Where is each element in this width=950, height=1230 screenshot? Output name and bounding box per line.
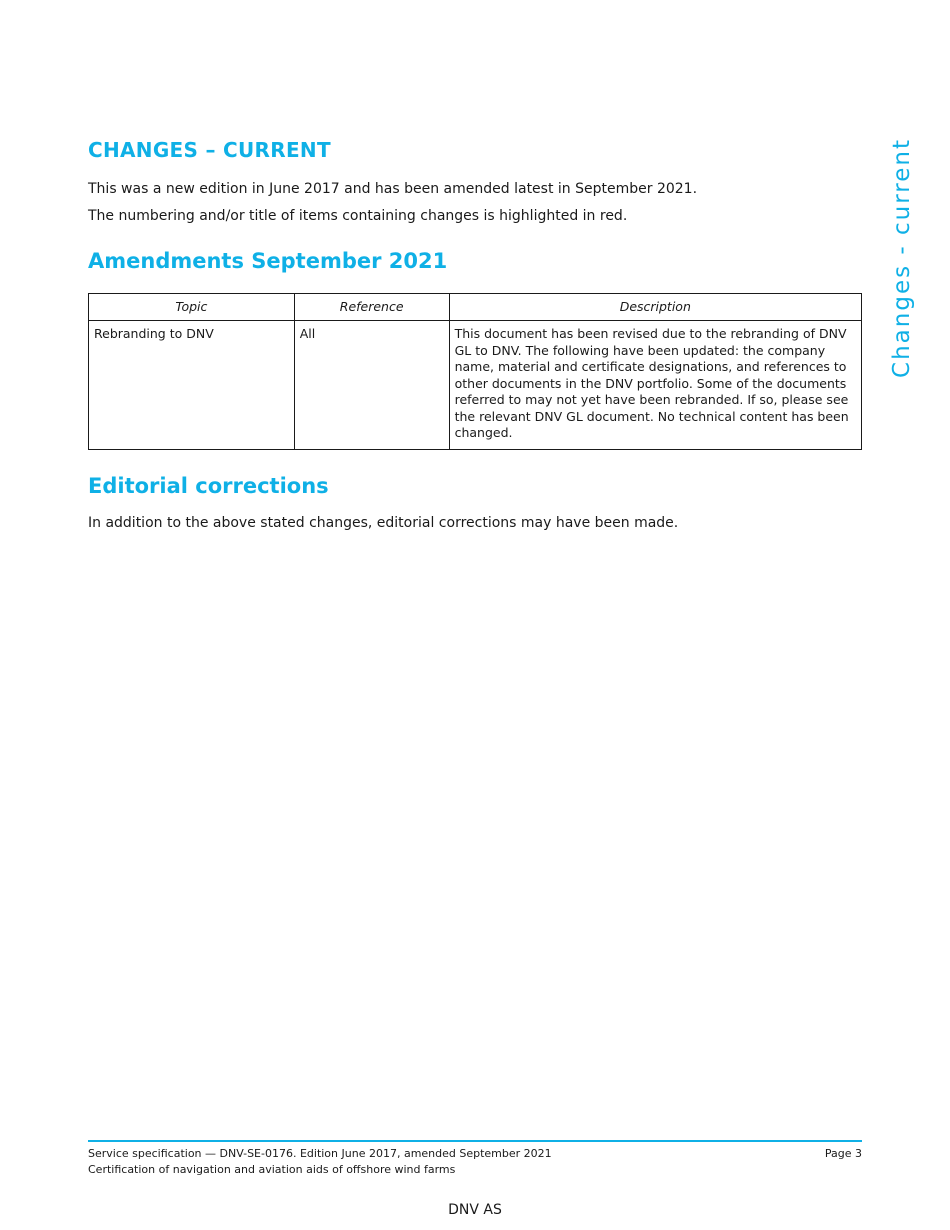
column-header-reference: Reference: [294, 294, 449, 321]
cell-topic: Rebranding to DNV: [89, 321, 295, 450]
intro-edition-text: This was a new edition in June 2017 and has been amended latest in September 2021.: [88, 181, 698, 197]
footer-document-id: Service specification — DNV-SE-0176. Edition June 2017, amended September 2021: [88, 1147, 552, 1160]
side-section-tab: Changes - current: [889, 138, 915, 378]
footer-document-title: Certification of navigation and aviation aids of offshore wind farms: [88, 1163, 456, 1176]
table-header-row: [89, 294, 862, 321]
intro-highlight-text: The numbering and/or title of items containing changes is highlighted in red.: [88, 208, 628, 224]
page-number: Page 3: [824, 1147, 862, 1160]
footer-divider: [88, 1140, 862, 1142]
page-title: CHANGES – CURRENT: [88, 138, 331, 162]
editorial-text: In addition to the above stated changes, editorial corrections may have been made.: [88, 515, 679, 531]
column-header-topic: Topic: [89, 294, 295, 321]
amendments-heading: Amendments September 2021: [88, 249, 448, 273]
column-header-description: Description: [449, 294, 861, 321]
editorial-heading: Editorial corrections: [88, 474, 329, 498]
amendments-table: [88, 293, 862, 450]
cell-description: This document has been revised due to the rebranding of DNV GL to DNV. The following have been updated: the company name, material and certificate designations, and references to other documents in the DNV portfolio. Some of the documents referred to may not yet have been rebranded. If so, please see the relevant DNV GL document. No technical content has been changed.: [449, 321, 861, 450]
table-row: [89, 321, 862, 450]
cell-reference: All: [294, 321, 449, 450]
company-name: DNV AS: [448, 1202, 502, 1218]
